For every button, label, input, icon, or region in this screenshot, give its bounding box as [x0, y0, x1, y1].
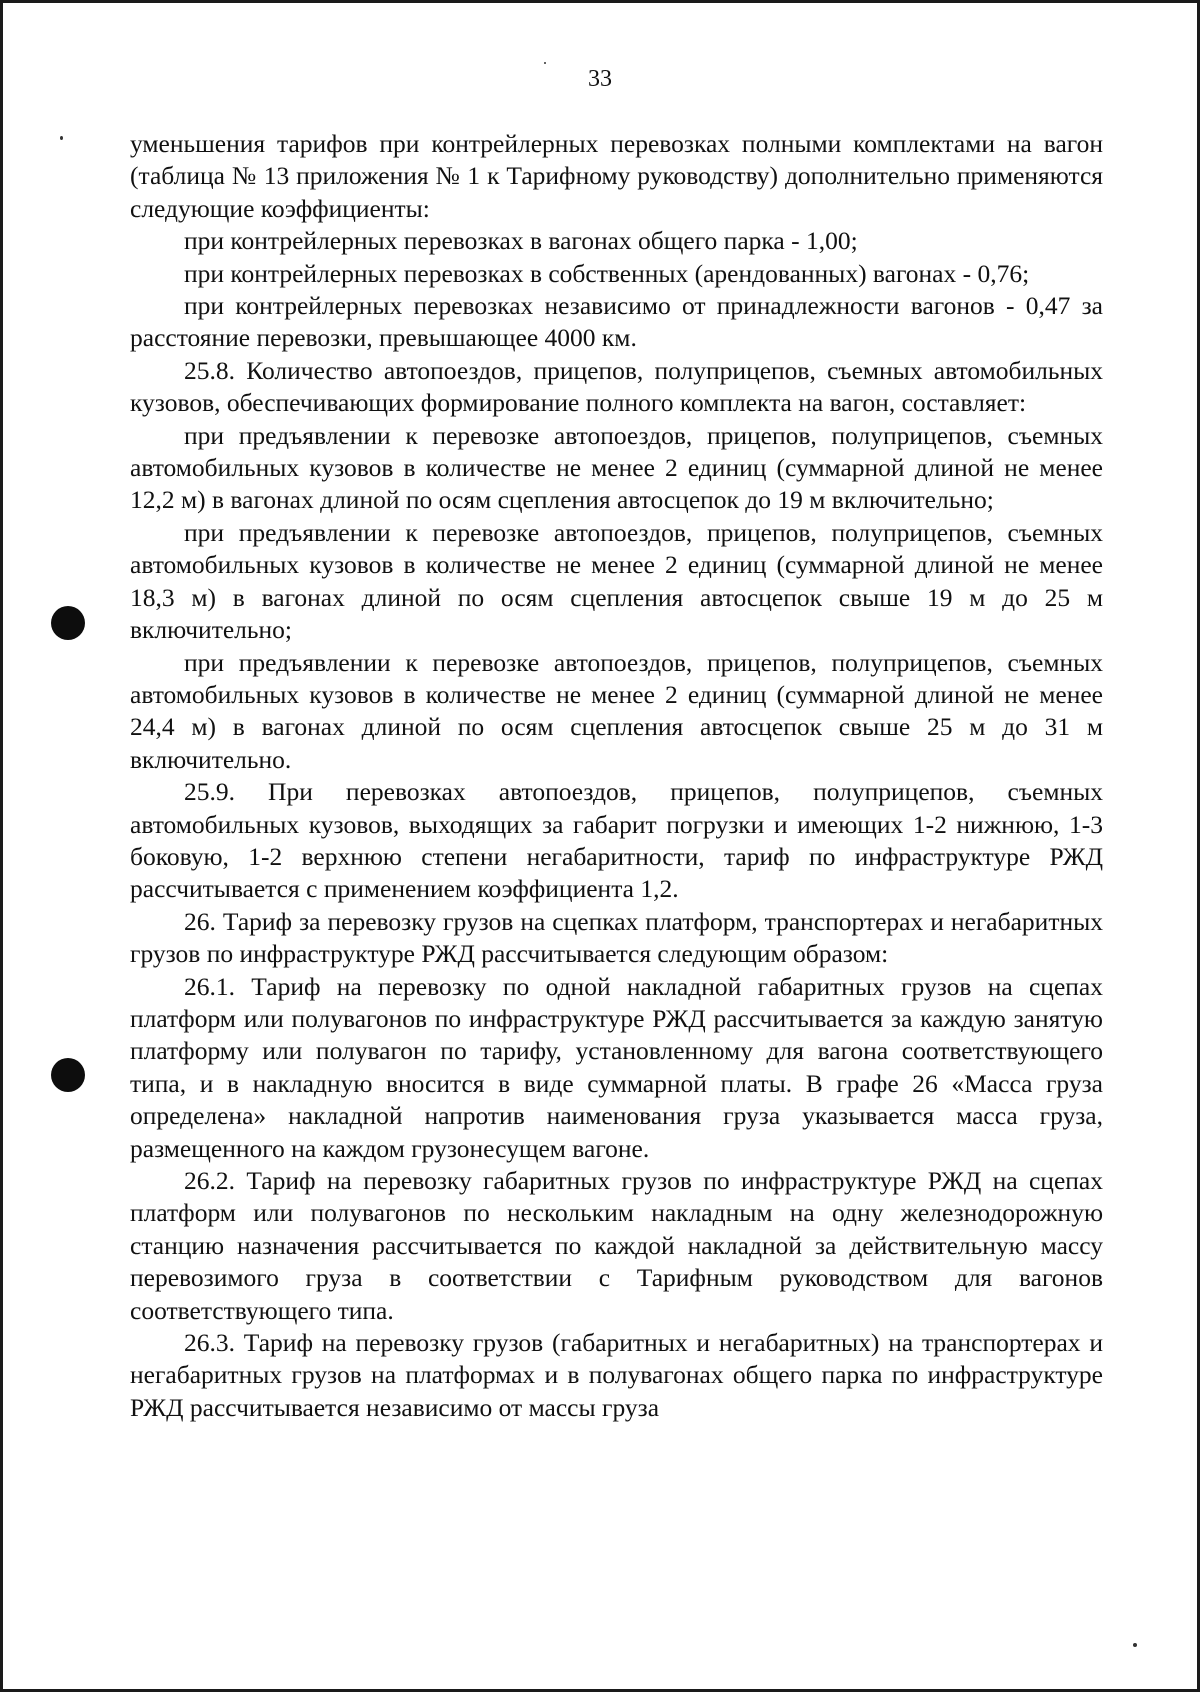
paragraph-25-8: 25.8. Количество автопоездов, прицепов, полуприцепов, съемных автомобильных кузовов, обеспечивающих формирование полного комплекта на вагон, составляет:	[130, 355, 1103, 418]
paragraph-26: 26. Тариф за перевозку грузов на сцепках платформ, транспортерах и негабаритных грузов по инфраструктуре РЖД рассчитывается следующим образом:	[130, 906, 1103, 969]
scan-speck	[544, 62, 546, 64]
scan-speck	[60, 136, 63, 140]
paragraph-25-8-case-25m: при предъявлении к перевозке автопоездов, прицепов, полуприцепов, съемных автомобильных кузовов в количестве не менее 2 единиц (суммарной длиной не менее 18,3 м) в вагонах длиной по осям сцепления автосцепок свыше 19 м до 25 м включительно;	[130, 517, 1103, 645]
paragraph-coefficient-general-park: при контрейлерных перевозках в вагонах общего парка - 1,00;	[184, 226, 858, 256]
scan-speck	[1133, 1643, 1137, 1647]
paragraph-26-1: 26.1. Тариф на перевозку по одной накладной габаритных грузов на сцепах платформ или полувагонов по инфраструктуре РЖД рассчитывается за каждую занятую платформу или полувагон по тарифу, установленному для вагона соответствующего типа, и в накладную вносится в виде суммарной платы. В графе 26 «Масса груза определена» накладной напротив наименования груза указывается масса груза, размещенного на каждом грузонесущем вагоне.	[130, 971, 1103, 1163]
paragraph-continuation: уменьшения тарифов при контрейлерных перевозках полными комплектами на вагон (таблица № 13 приложения № 1 к Тарифному руководству) дополнительно применяются следующие коэффициенты:	[130, 129, 1103, 223]
paragraph-25-9: 25.9. При перевозках автопоездов, прицепов, полуприцепов, съемных автомобильных кузовов, выходящих за габарит погрузки и имеющих 1-2 нижнюю, 1-3 боковую, 1-2 верхнюю степени негабаритности, тариф по инфраструктуре РЖД рассчитывается с применением коэффициента 1,2.	[130, 777, 1103, 904]
paragraph-25-8-case-19m: при предъявлении к перевозке автопоездов, прицепов, полуприцепов, съемных автомобильных кузовов в количестве не менее 2 единиц (суммарной длиной не менее 12,2 м) в вагонах длиной по осям сцепления автосцепок до 19 м включительно;	[130, 420, 1103, 515]
page-number: 33	[588, 66, 612, 92]
hole-punch-mark	[51, 1058, 85, 1092]
paragraph-26-3: 26.3. Тариф на перевозку грузов (габаритных и негабаритных) на транспортерах и негабаритных грузов на платформах и в полувагонах общего парка по инфраструктуре РЖД рассчитывается независимо от массы груза	[130, 1328, 1103, 1422]
paragraph-25-8-case-31m: при предъявлении к перевозке автопоездов, прицепов, полуприцепов, съемных автомобильных кузовов в количестве не менее 2 единиц (суммарной длиной не менее 24,4 м) в вагонах длиной по осям сцепления автосцепок свыше 25 м до 31 м включительно.	[130, 647, 1103, 774]
document-body	[130, 128, 1103, 1424]
paragraph-26-2: 26.2. Тариф на перевозку габаритных грузов по инфраструктуре РЖД на сцепах платформ или полувагонов по нескольким накладным на одну железнодорожную станцию назначения рассчитывается по каждой накладной за действительную массу перевозимого груза в соответствии с Тарифным руководством для вагонов соответствующего типа.	[130, 1166, 1103, 1325]
paragraph-coefficient-own-wagons: при контрейлерных перевозках в собственных (арендованных) вагонах - 0,76;	[184, 258, 1030, 288]
hole-punch-mark	[51, 606, 85, 640]
paragraph-coefficient-distance: при контрейлерных перевозках независимо от принадлежности вагонов - 0,47 за расстояние перевозки, превышающее 4000 км.	[130, 291, 1103, 353]
